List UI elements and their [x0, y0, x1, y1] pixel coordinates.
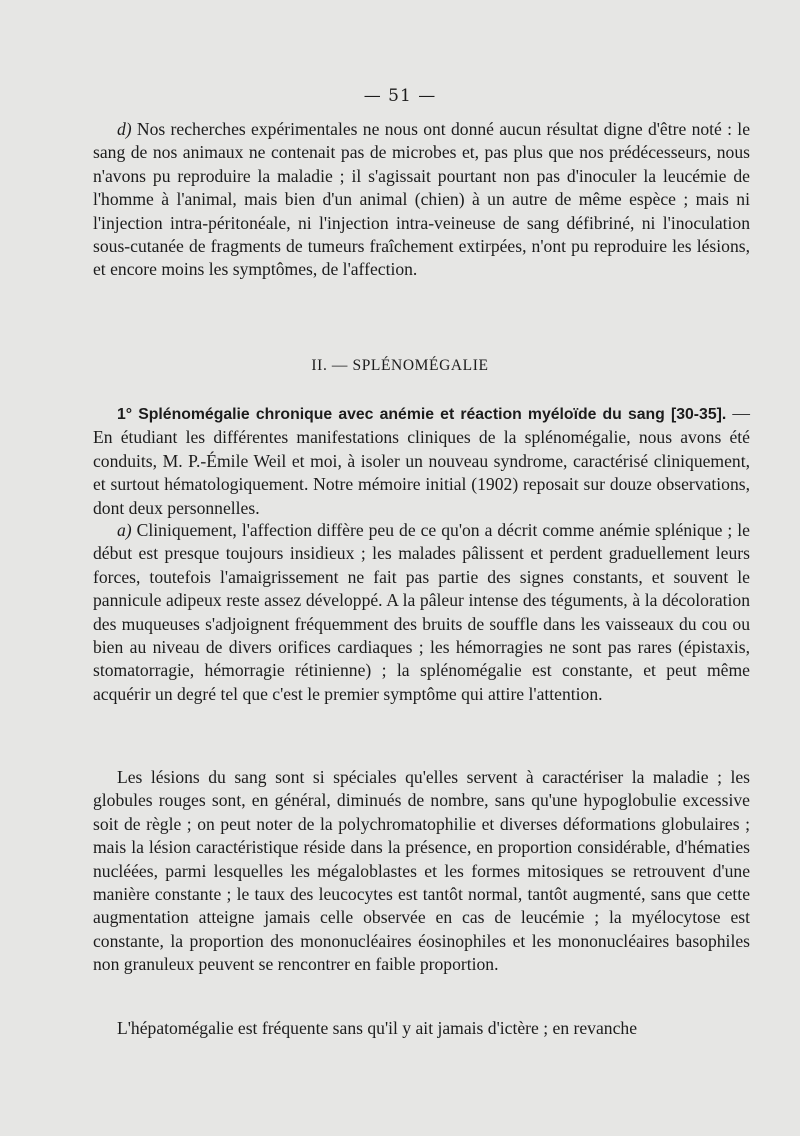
- paragraph-text: Nos recherches expérimentales ne nous ont donné aucun résultat digne d'être noté : le sang de nos animaux ne contenait pas de microbes et, pas plus que nos prédécesseurs, nous n'avons pu reproduire la maladie ; il s'agissait pourtant non pas d'inoculer la leucémie de l'homme à l'animal, mais bien d'un animal (chien) à un autre de même espèce ; mais ni l'injection intra-péritonéale, ni l'injection intra-veineuse de sang défibriné, ni l'inoculation sous-cutanée de fragments de tumeurs fraîchement extirpées, n'ont pu reproduire les lésions, et encore moins les symptômes, de l'affection.: [93, 119, 750, 280]
- section-title: II. — SPLÉNOMÉGALIE: [311, 357, 489, 374]
- paragraph-text: — En étudiant les différentes manifestations cliniques de la splénomégalie, nous avons été conduits, M. P.-Émile Weil et moi, à isoler un nouveau syndrome, caractérisé cliniquement, et surtout hématologiquement. Notre mémoire initial (1902) reposait sur douze observations, dont deux personnelles.: [93, 403, 750, 518]
- page-number: — 51 —: [363, 86, 437, 106]
- paragraph-blood-lesions: Les lésions du sang sont si spéciales qu'elles servent à caractériser la maladie ; les globules rouges sont, en général, diminués de nombre, sans qu'une hypoglobulie excessive soit de règle ; on peut noter de la polychromatophilie et diverses déformations globulaires ; mais la lésion caractéristique réside dans la présence, en proportion considérable, d'hématies nucléées, parmi lesquelles les mégaloblastes et les formes mitosiques se retrouvent d'une manière constante ; le taux des leucocytes est tantôt normal, tantôt augmenté, sans que cette augmentation atteigne jamais celle observée en cas de leucémie ; la myélocytose est constante, la proportion des mononucléaires éosinophiles et les mononucléaires basophiles non granuleux peuvent se rencontrer en faible proportion.: [93, 767, 750, 975]
- paragraph-marker-d: d): [117, 119, 132, 139]
- paragraph-text: Cliniquement, l'affection diffère peu de ce qu'on a décrit comme anémie splénique ; le début est presque toujours insidieux ; les malades pâlissent et perdent graduellement leurs forces, toutefois l'amaigrissement ne fait pas partie des signes constants, et souvent le pannicule adipeux reste assez développé. A la pâleur intense des téguments, à la décoloration des muqueuses s'adjoignent fréquemment des bruits de souffle dans les vaisseaux du cou ou bien au niveau de divers orifices cardiaques ; les hémorragies ne sont pas rares (épistaxis, stomatorragie, hémorragie rétinienne) ; la splénomégalie est constante, et peut même acquérir un degré tel que c'est le premier symptôme qui attire l'attention.: [93, 520, 750, 704]
- paragraph-clinical: [93, 519, 750, 706]
- paragraph-experimental-research: [93, 118, 750, 282]
- paragraph-splenomegaly-intro: [93, 402, 750, 520]
- paragraph-marker-a: a): [117, 520, 132, 540]
- subsection-heading: 1° Splénomégalie chronique avec anémie et réaction myéloïde du sang [30-35].: [117, 406, 727, 423]
- paragraph-hepatomegaly: L'hépatomégalie est fréquente sans qu'il y ait jamais d'ictère ; en revanche: [117, 1018, 638, 1038]
